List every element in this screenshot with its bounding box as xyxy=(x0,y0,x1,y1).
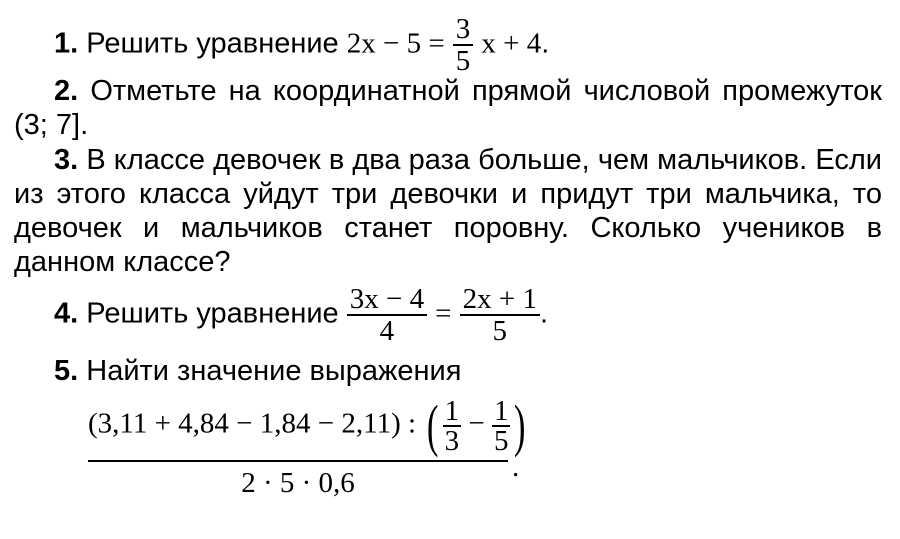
fraction-denominator: 5 xyxy=(492,315,508,347)
expression-fraction xyxy=(88,393,526,500)
right-paren: ) xyxy=(514,393,526,458)
problem-3 xyxy=(14,143,882,279)
end-period: . xyxy=(541,27,550,60)
expression-sum: (3,11 + 4,84 − 1,84 − 2,11) : xyxy=(88,407,417,440)
problem-text: Найти значение выражения xyxy=(86,355,462,387)
fraction-denominator: 4 xyxy=(379,315,395,347)
problem-text: Решить уравнение xyxy=(86,27,339,60)
problem-number: 5. xyxy=(54,355,79,387)
minus-sign: − xyxy=(468,407,485,440)
fraction-numerator: 1 xyxy=(493,395,509,427)
problem-number: 3. xyxy=(54,144,79,176)
fraction xyxy=(453,14,474,76)
problem-1 xyxy=(54,14,900,76)
end-period: . xyxy=(512,451,520,483)
problem-text: Решить уравнение xyxy=(86,297,339,330)
problem-text: Отметьте на координатной прямой числовой промежуток (3; 7]. xyxy=(14,75,882,141)
fraction-bar xyxy=(88,460,508,462)
problem-number: 4. xyxy=(54,297,79,330)
fraction-denominator: 5 xyxy=(493,425,509,457)
equation-right: x + 4 xyxy=(481,27,542,60)
problem-2 xyxy=(14,74,882,142)
fraction-numerator: 3 xyxy=(453,14,474,46)
fraction-denominator: 3 xyxy=(444,425,460,457)
fraction-denominator: 5 xyxy=(455,45,471,77)
problem-5 xyxy=(54,354,900,388)
left-fraction xyxy=(347,284,427,346)
problem-number: 1. xyxy=(54,27,79,60)
fraction-numerator: 2x + 1 xyxy=(460,284,540,316)
equals-sign: = xyxy=(435,297,452,330)
expression-denominator: 2 · 5 · 0,6 xyxy=(241,467,355,499)
expression-numerator xyxy=(88,393,526,458)
problem-4 xyxy=(54,284,900,346)
fraction-numerator: 3x − 4 xyxy=(347,284,427,316)
right-fraction xyxy=(460,284,540,346)
problem-number: 2. xyxy=(54,75,79,107)
end-period: . xyxy=(539,297,549,330)
fraction-numerator: 1 xyxy=(444,395,460,427)
fraction-one-fifth xyxy=(492,397,511,455)
left-paren: ( xyxy=(427,393,439,458)
equation-left: 2x − 5 = xyxy=(346,27,445,60)
fraction-one-third xyxy=(443,397,462,455)
problem-text: В классе девочек в два раза больше, чем мальчиков. Если из этого класса уйдут три девочки и придут три мальчика, то девочек и мальчиков станет поровну. Сколько учеников в данном классе? xyxy=(14,144,882,278)
